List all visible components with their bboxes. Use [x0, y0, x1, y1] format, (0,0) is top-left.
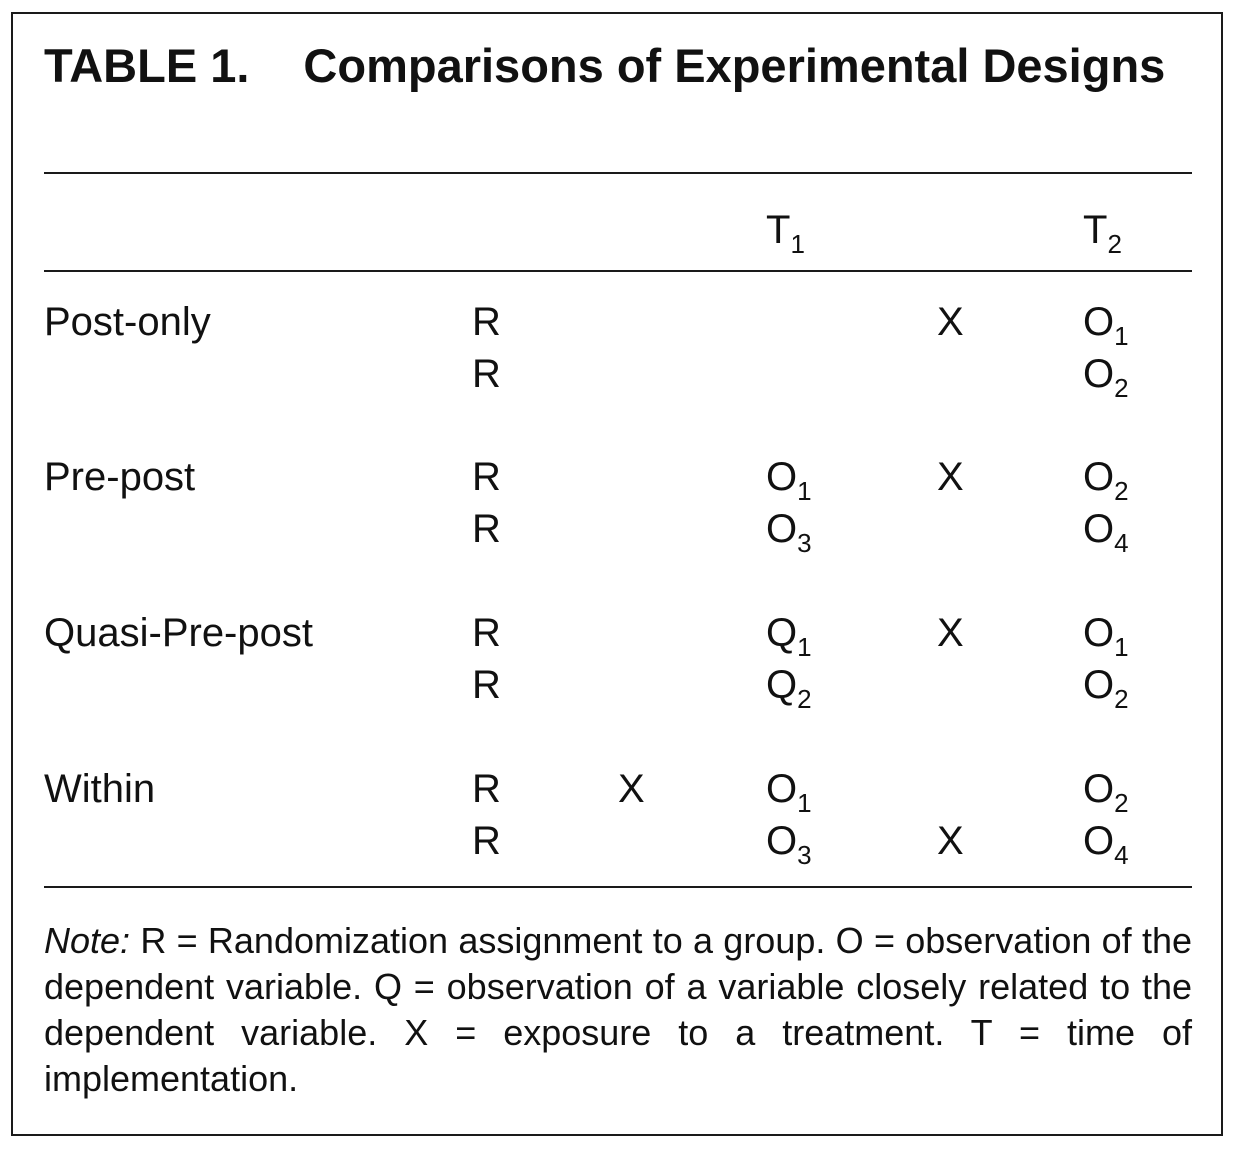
randomization-cell: R: [472, 455, 501, 499]
exposure-cell: X: [618, 767, 645, 811]
top-rule: [44, 172, 1192, 174]
observation-t2-cell: $O_2$: [1083, 663, 1129, 714]
design-name: Pre-post: [44, 455, 196, 499]
header-rule: [44, 270, 1192, 272]
observation-t1-cell: $Q_1$: [766, 611, 812, 662]
design-name: Post-only: [44, 300, 211, 344]
observation-t1-cell: $O_1$: [766, 455, 812, 506]
exposure-cell: X: [937, 455, 964, 499]
table-title: [44, 40, 1194, 92]
randomization-cell: R: [472, 663, 501, 707]
column-header-t2: $T_2$: [1083, 208, 1122, 259]
table-title-text: Comparisons of Experimental Designs: [303, 39, 1166, 92]
table-label: TABLE 1.: [44, 39, 250, 92]
exposure-cell: X: [937, 300, 964, 344]
column-header-t1: $T_1$: [766, 208, 805, 259]
design-name: Within: [44, 767, 156, 811]
observation-t2-cell: $O_2$: [1083, 455, 1129, 506]
randomization-cell: R: [472, 300, 501, 344]
randomization-cell: R: [472, 819, 501, 863]
observation-t2-cell: $O_2$: [1083, 352, 1129, 403]
randomization-cell: R: [472, 507, 501, 551]
observation-t2-cell: $O_2$: [1083, 767, 1129, 818]
randomization-cell: R: [472, 767, 501, 811]
note-label: Note:: [44, 920, 131, 961]
observation-t1-cell: $O_1$: [766, 767, 812, 818]
observation-t2-cell: $O_1$: [1083, 611, 1129, 662]
randomization-cell: R: [472, 611, 501, 655]
observation-t1-cell: $O_3$: [766, 819, 812, 870]
observation-t2-cell: $O_1$: [1083, 300, 1129, 351]
exposure-cell: X: [937, 819, 964, 863]
exposure-cell: X: [937, 611, 964, 655]
observation-t1-cell: $O_3$: [766, 507, 812, 558]
design-name: Quasi-Pre-post: [44, 611, 313, 655]
table-note: [44, 918, 1192, 1102]
randomization-cell: R: [472, 352, 501, 396]
observation-t2-cell: $O_4$: [1083, 819, 1129, 870]
note-text: R = Randomization assignment to a group. O = observation of the dependent variable. Q = observation of a variable closely related to the dependent variable. X = exposure to a treatment. T = time of implementation.: [44, 920, 1192, 1099]
observation-t1-cell: $Q_2$: [766, 663, 812, 714]
observation-t2-cell: $O_4$: [1083, 507, 1129, 558]
bottom-rule: [44, 886, 1192, 888]
